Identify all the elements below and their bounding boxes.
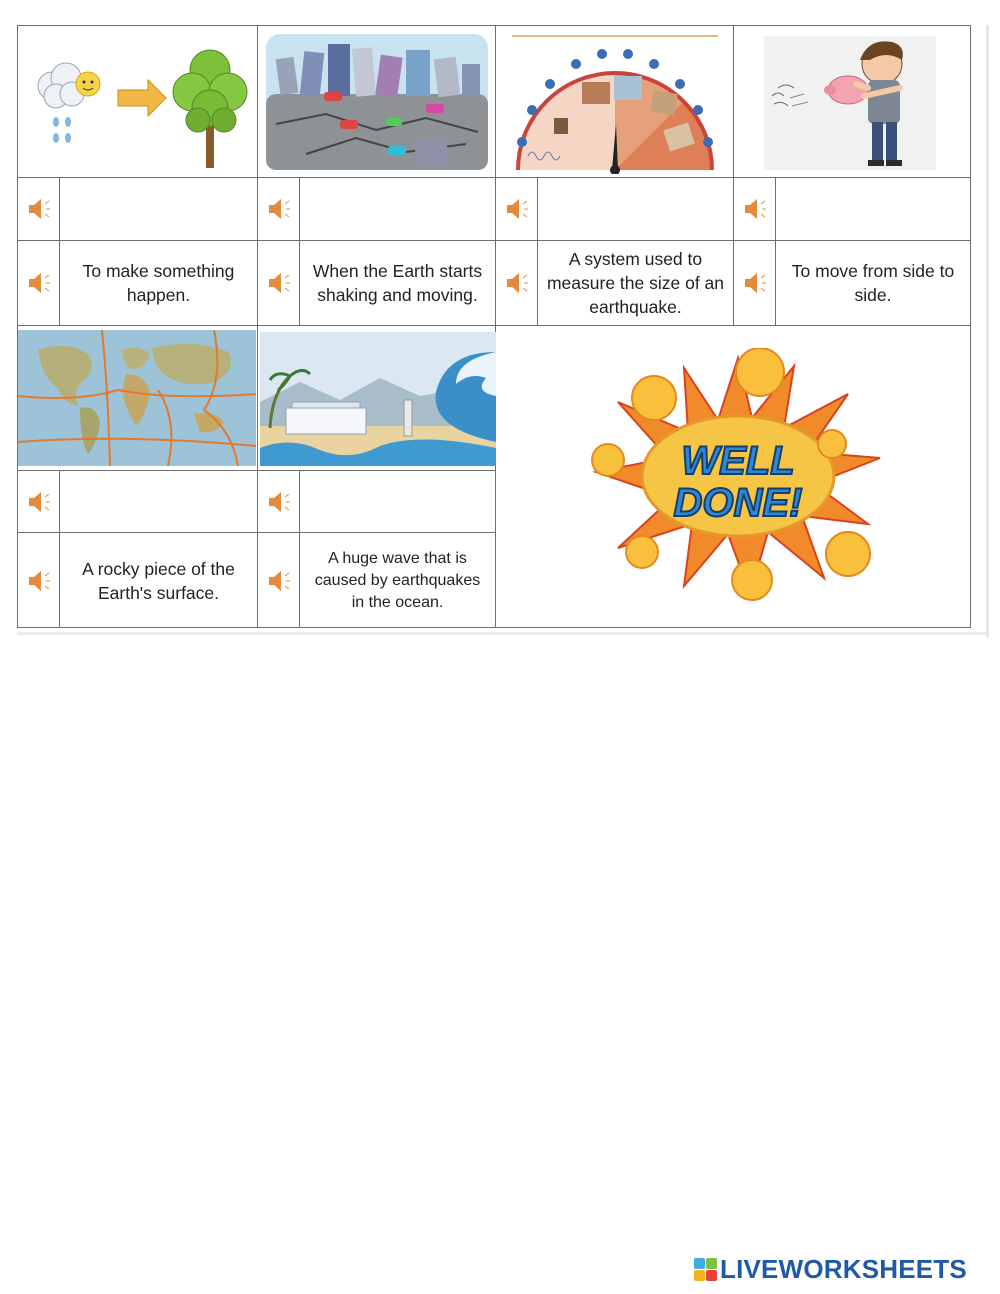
speaker-button-6[interactable] [258, 471, 300, 533]
speaker-icon [26, 568, 52, 594]
speaker-button-def-4[interactable] [734, 241, 776, 326]
answer-drop-zone-5[interactable] [60, 471, 258, 533]
speaker-button-def-3[interactable] [496, 241, 538, 326]
logo-badge-icon [694, 1258, 717, 1281]
definition-text-5: A rocky piece of the Earth's surface. [60, 533, 258, 628]
speaker-icon [26, 489, 52, 515]
tsunami-wave-picture [260, 332, 496, 466]
speaker-icon [742, 270, 768, 296]
speaker-icon [742, 196, 768, 222]
speaker-button-2[interactable] [258, 178, 300, 241]
speaker-button-4[interactable] [734, 178, 776, 241]
page-edge-shadow [17, 632, 987, 635]
richter-scale-gauge-picture [506, 34, 724, 174]
definition-text-3: A system used to measure the size of an earthquake. [538, 241, 734, 326]
picture-cell-tsunami [258, 326, 496, 471]
speaker-button-def-5[interactable] [18, 533, 60, 628]
speaker-button-def-1[interactable] [18, 241, 60, 326]
picture-cell-earthquake [258, 26, 496, 178]
picture-cell-plate [18, 326, 258, 471]
world-tectonic-plates-map-picture [18, 330, 256, 466]
well-done-line2: DONE! [673, 481, 803, 525]
speaker-icon [504, 270, 530, 296]
sun-icon [76, 72, 100, 96]
logo-text: LIVEWORKSHEETS [720, 1253, 967, 1284]
speaker-icon [504, 196, 530, 222]
definition-text-2: When the Earth starts shaking and moving. [300, 241, 496, 326]
tree-icon [173, 50, 247, 168]
speaker-button-def-2[interactable] [258, 241, 300, 326]
picture-cell-shake [734, 26, 971, 178]
answer-drop-zone-1[interactable] [60, 178, 258, 241]
speaker-button-3[interactable] [496, 178, 538, 241]
speaker-button-def-6[interactable] [258, 533, 300, 628]
speaker-icon [266, 489, 292, 515]
definition-text-1: To make something happen. [60, 241, 258, 326]
well-done-burst-picture [588, 348, 888, 604]
speaker-button-5[interactable] [18, 471, 60, 533]
arrow-icon [118, 80, 166, 116]
answer-drop-zone-6[interactable] [300, 471, 496, 533]
raindrops-icon [53, 117, 71, 143]
worksheet-table [17, 25, 971, 628]
answer-drop-zone-3[interactable] [538, 178, 734, 241]
picture-cell-richter [496, 26, 734, 178]
definition-text-6: A huge wave that is caused by earthquakes in the ocean. [300, 533, 496, 628]
well-done-panel [496, 326, 971, 628]
well-done-line1: WELL [681, 439, 795, 483]
definition-text-4: To move from side to side. [776, 241, 971, 326]
speaker-button-1[interactable] [18, 178, 60, 241]
cause-effect-weather-tree-picture [26, 34, 250, 170]
page-edge-shadow [986, 25, 989, 637]
liveworksheets-logo[interactable] [694, 1254, 967, 1284]
speaker-icon [266, 568, 292, 594]
speaker-icon [266, 196, 292, 222]
earthquake-city-picture [266, 34, 488, 170]
speaker-icon [26, 270, 52, 296]
picture-cell-cause [18, 26, 258, 178]
speaker-icon [26, 196, 52, 222]
answer-drop-zone-2[interactable] [300, 178, 496, 241]
speaker-icon [266, 270, 292, 296]
answer-drop-zone-4[interactable] [776, 178, 971, 241]
boy-shaking-piggy-bank-picture [764, 36, 936, 170]
